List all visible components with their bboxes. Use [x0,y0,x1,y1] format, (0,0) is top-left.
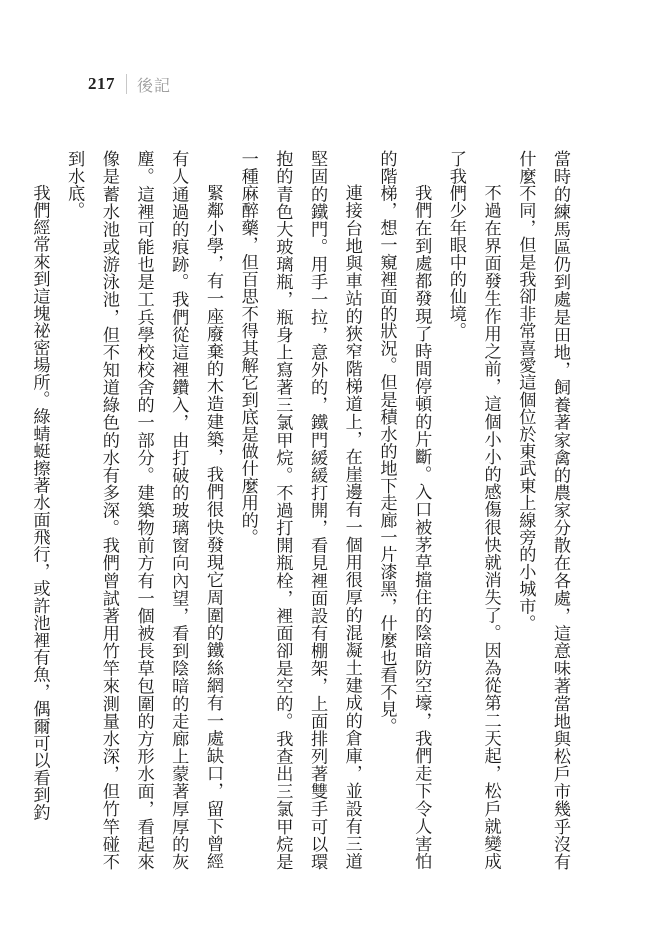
paragraph-2: 不過在界面發生作用之前，這個小小的感傷很快就消失了。因為從第二天起，松戶就變成了我們少年眼中的仙境。 [445,150,501,870]
paragraph-3: 我們在到處都發現了時間停頓的片斷。入口被茅草擋住的陰暗防空壕，我們走下令人害怕的階梯，想一窺裡面的狀況。但是積水的地下走廊一片漆黑，什麼也看不見。 [376,150,432,870]
running-head [88,72,171,96]
paragraph-4: 連接台地與車站的狹窄階梯道上，在崖邊有一個用很厚的混凝土建成的倉庫，並設有三道堅固的鐵門。用手一拉，意外的，鐵門緩緩打開，看見裡面設有棚架，上面排列著雙手可以環抱的青色大玻璃瓶，瓶身上寫著三氯甲烷。不過打開瓶栓，裡面卻是空的。我查出三氯甲烷是一種麻醉藥，但百思不得其解它到底是做什麼用的。 [237,150,362,870]
header-divider [126,74,127,94]
section-title: 後記 [137,75,172,95]
paragraph-5: 緊鄰小學，有一座廢棄的木造建築，我們很快發現它周圍的鐵絲網有一處缺口，留下曾經有人通過的痕跡。我們從這裡鑽入，由打破的玻璃窗向內望，看到陰暗的走廊上蒙著厚厚的灰塵。這裡可能也是工兵學校校舍的一部分。建築物前方有一個被長草包圍的方形水面，看起來像是蓄水池或游泳池，但不知道綠色的水有多深。我們曾試著用竹竿來測量水深，但竹竿碰不到水底。 [64,150,223,870]
paragraph-1: 當時的練馬區仍到處是田地，飼養著家禽的農家分散在各處，這意味著當地與松戶市幾乎沒有什麼不同，但是我卻非常喜愛這個位於東武東上線旁的小城市。 [515,150,570,870]
page-number: 217 [88,74,115,93]
paragraph-6: 我們經常來到這塊祕密場所。綠蜻蜓擦著水面飛行，或許池裡有魚，偶爾可以看到釣 [29,184,50,821]
vertical-text-body [22,150,577,870]
